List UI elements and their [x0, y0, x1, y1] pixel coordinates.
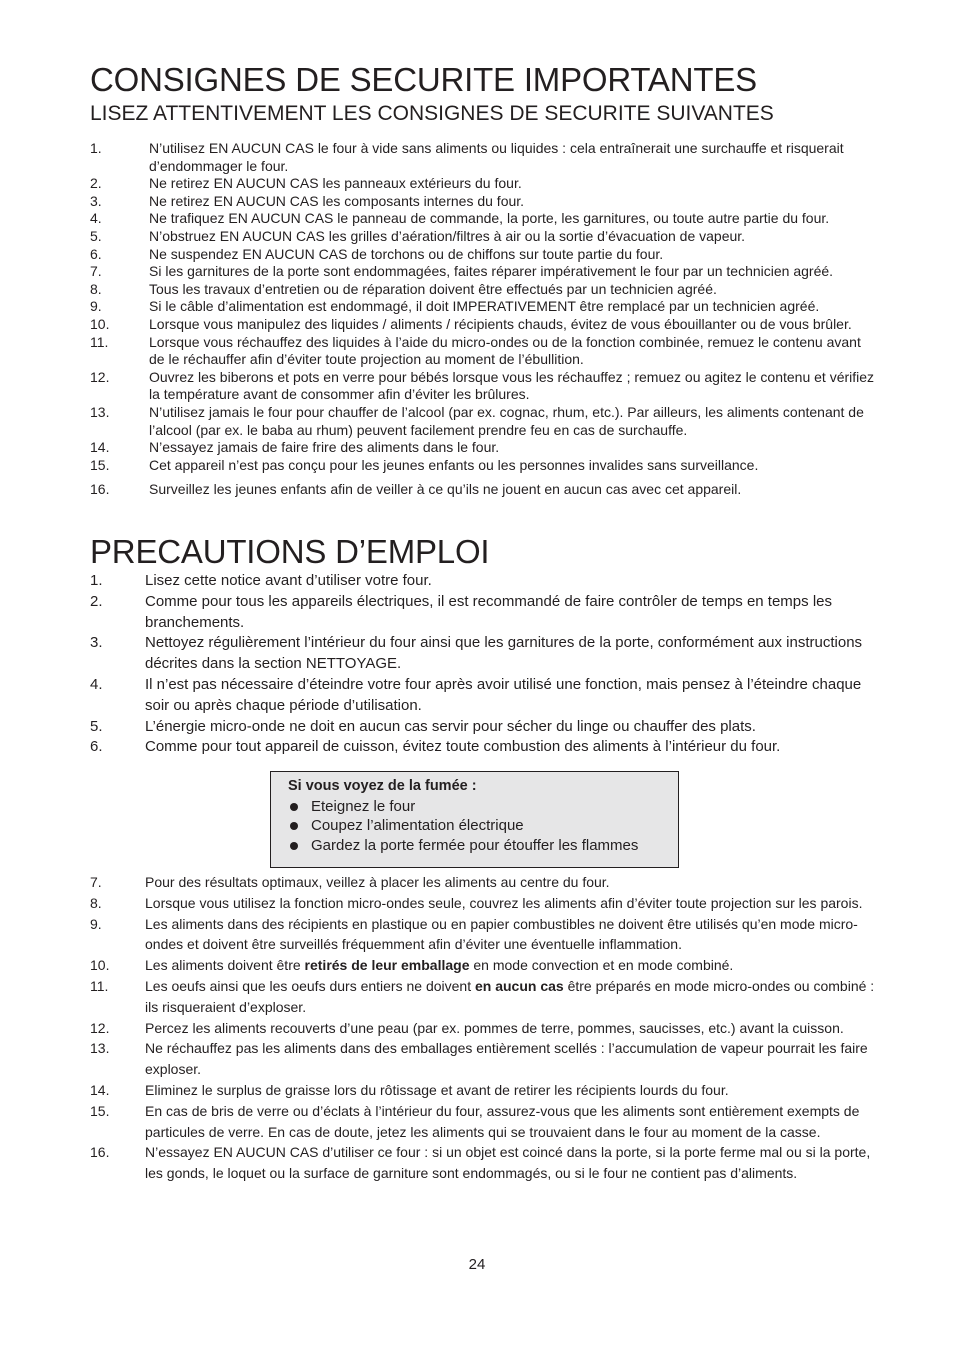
item-number: 8. [90, 894, 102, 911]
item-text-pre: Les oeufs ainsi que les oeufs durs entiers ne doivent [145, 977, 475, 994]
item-text: L’énergie micro-onde ne doit en aucun cas servir pour sécher du linge ou chauffer des plats. [145, 717, 756, 735]
item-number: 2. [90, 175, 102, 192]
item-text: Eliminez le surplus de graisse lors du rôtissage et avant de retirer les récipients lourds du four. [145, 1081, 729, 1098]
item-text: Ne retirez EN AUCUN CAS les composants internes du four. [149, 192, 525, 209]
list-item [90, 369, 880, 404]
list-item [90, 592, 885, 634]
list-item [90, 175, 880, 193]
section-subtitle-safety: LISEZ ATTENTIVEMENT LES CONSIGNES DE SECURITE SUIVANTES [90, 102, 774, 125]
list-item [90, 140, 880, 175]
item-text-bold: en aucun cas [474, 977, 564, 994]
item-number: 11. [90, 977, 109, 994]
list-item [90, 1038, 885, 1080]
list-item [90, 737, 885, 758]
item-number: 5. [90, 227, 102, 244]
item-number: 6. [90, 738, 103, 756]
list-item [90, 228, 880, 246]
list-item [90, 439, 880, 457]
item-text: Gardez la porte fermée pour étouffer les flammes [311, 836, 639, 854]
list-item [90, 246, 880, 264]
page-number: 24 [468, 1256, 486, 1273]
list-item [90, 1142, 885, 1184]
item-text: Comme pour tous les appareils électriques, il est recommandé de faire contrôler de temps en temps les branchements. [145, 592, 832, 631]
list-item [288, 797, 678, 817]
item-number: 13. [90, 1040, 110, 1057]
list-item [90, 481, 880, 499]
item-text: Lorsque vous utilisez la fonction micro-ondes seule, couvrez les aliments afin d’éviter toute projection sur les parois. [145, 894, 863, 911]
precautions-list-a [90, 571, 885, 758]
item-number: 7. [90, 263, 102, 280]
item-number: 14. [90, 1081, 110, 1098]
item-text: Ne retirez EN AUCUN CAS les panneaux extérieurs du four. [149, 175, 522, 192]
list-item [90, 976, 885, 1018]
bullet-icon [290, 803, 298, 811]
item-text: Surveillez les jeunes enfants afin de veiller à ce qu’ils ne jouent en aucun cas avec cet appareil. [149, 481, 742, 498]
precautions-list-b [90, 872, 885, 1184]
item-text: Lorsque vous réchauffez des liquides à l’aide du micro-ondes ou de la fonction combinée, remuez le contenu avant de le réchauffer afin d’éviter toute projection au moment de l’ébullition. [149, 333, 861, 368]
list-item [90, 955, 885, 976]
item-text: N’obstruez EN AUCUN CAS les grilles d’aération/filtres à air ou la sortie d’évacuation de vapeur. [149, 227, 746, 244]
smoke-warning-title: Si vous voyez de la fumée : [288, 778, 477, 794]
item-text: Les aliments dans des récipients en plastique ou en papier combustibles ne doivent être utilisés qu’en mode micro-ondes et doivent être surveillés fréquemment afin d’éviter une éventuelle inflammation. [145, 915, 858, 953]
list-item [90, 893, 885, 914]
section-title-precautions: PRECAUTIONS D’EMPLOI [90, 533, 490, 570]
smoke-warning-box [270, 771, 679, 868]
item-number: 16. [90, 1144, 110, 1161]
list-item [90, 717, 885, 738]
bullet-icon [290, 842, 298, 850]
list-item [90, 1101, 885, 1143]
list-item [90, 263, 880, 281]
item-number: 2. [90, 592, 103, 610]
item-number: 5. [90, 717, 103, 735]
list-item [90, 571, 885, 592]
list-item [90, 298, 880, 316]
item-text: Nettoyez régulièrement l’intérieur du four ainsi que les garnitures de la porte, conformément aux instructions décrites dans la section NETTOYAGE. [145, 634, 863, 673]
item-text: N’essayez EN AUCUN CAS d’utiliser ce four : si un objet est coincé dans la porte, si la porte ferme mal ou si la porte, les gonds, le loquet ou la surface de garniture sont endommagés, ou si le four ne contient pas d’aliments. [145, 1144, 871, 1182]
item-text: N’utilisez EN AUCUN CAS le four à vide sans aliments ou liquides : cela entraînerait une surchauffe et risquerait d’endommager le four. [149, 140, 844, 174]
item-number: 3. [90, 192, 102, 209]
bullet-icon [290, 822, 298, 830]
item-text: Si le câble d’alimentation est endommagé, il doit IMPERATIVEMENT être remplacé par un technicien agréé. [149, 298, 820, 315]
item-text-pre: Les aliments doivent être [145, 957, 305, 974]
item-text-post: en mode convection et en mode combiné. [469, 957, 734, 974]
item-text: Pour des résultats optimaux, veillez à placer les aliments au centre du four. [145, 874, 610, 890]
item-text: Coupez l’alimentation électrique [311, 817, 524, 834]
item-text: Tous les travaux d’entretien ou de réparation doivent être effectués par un technicien agréé. [149, 280, 717, 297]
list-item [90, 334, 880, 369]
safety-list [90, 140, 880, 499]
list-item [288, 816, 678, 836]
item-text: Ne réchauffez pas les aliments dans des emballages entièrement scellés : l’accumulation de vapeur pourrait les faire exploser. [145, 1040, 868, 1078]
list-item [90, 193, 880, 211]
item-number: 4. [90, 675, 103, 693]
item-number: 4. [90, 210, 102, 227]
item-text: Si les garnitures de la porte sont endommagées, faites réparer impérativement le four par un technicien agréé. [149, 263, 834, 280]
item-text: Ne suspendez EN AUCUN CAS de torchons ou de chiffons sur toute partie du four. [149, 245, 664, 262]
list-item [90, 914, 885, 956]
item-number: 13. [90, 403, 110, 420]
list-item [90, 281, 880, 299]
list-item [90, 210, 880, 228]
item-text: Eteignez le four [311, 797, 416, 815]
list-item [90, 1018, 885, 1039]
item-number: 15. [90, 1102, 110, 1119]
item-number: 9. [90, 915, 102, 932]
item-text: Cet appareil n’est pas conçu pour les jeunes enfants ou les personnes invalides sans surveillance. [149, 456, 759, 473]
item-number: 11. [90, 333, 109, 350]
item-number: 9. [90, 298, 102, 315]
item-text: Ouvrez les biberons et pots en verre pour bébés lorsque vous les réchauffez ; remuez ou agitez le contenu et vérifiez la température avant de consommer afin d’éviter les brûlures. [149, 368, 875, 403]
section-title-safety: CONSIGNES DE SECURITE IMPORTANTES [90, 61, 757, 98]
item-text: N’utilisez jamais le four pour chauffer de l’alcool (par ex. cognac, rhum, etc.). Par ailleurs, les aliments contenant de l’alcool (par ex. le baba au rhum) peuvent facilement prendre feu en cas de surchauffe. [149, 403, 864, 438]
item-number: 10. [90, 315, 110, 332]
item-number: 1. [90, 140, 102, 156]
item-text: Ne trafiquez EN AUCUN CAS le panneau de commande, la porte, les garnitures, ou toute autre partie du four. [149, 210, 830, 227]
list-item [90, 675, 885, 717]
item-number: 6. [90, 245, 102, 262]
list-item [90, 316, 880, 334]
item-number: 7. [90, 874, 102, 890]
item-text: Comme pour tout appareil de cuisson, évitez toute combustion des aliments à l’intérieur du four. [145, 738, 781, 756]
list-item [90, 457, 880, 475]
item-number: 16. [90, 481, 110, 498]
item-text: Percez les aliments recouverts d’une peau (par ex. pommes de terre, pommes, saucisses, etc.) avant la cuisson. [145, 1019, 844, 1036]
item-text: En cas de bris de verre ou d’éclats à l’intérieur du four, assurez-vous que les aliments sont entièrement exempts de particules de verre. En cas de doute, jetez les aliments qui se trouvaient dans le four au moment de la casse. [145, 1102, 860, 1140]
item-text: Lorsque vous manipulez des liquides / aliments / récipients chauds, évitez de vous ébouillanter ou de vous brûler. [149, 315, 852, 332]
item-text-bold: retirés de leur emballage [304, 957, 470, 974]
list-item [90, 872, 885, 893]
list-item [288, 836, 678, 856]
item-number: 3. [90, 634, 103, 652]
list-item [90, 1080, 885, 1101]
item-text-post: être préparés en mode micro-ondes ou combiné : ils risqueraient d’exploser. [145, 977, 875, 1015]
item-number: 12. [90, 368, 110, 385]
item-text: Il n’est pas nécessaire d’éteindre votre four après avoir utilisé une fonction, mais pensez à l’éteindre chaque soir ou après chaque période d’utilisation. [145, 675, 862, 714]
item-text: Lisez cette notice avant d’utiliser votre four. [145, 572, 432, 589]
item-number: 8. [90, 280, 102, 297]
item-text: N’essayez jamais de faire frire des aliments dans le four. [149, 439, 500, 456]
item-number: 15. [90, 456, 110, 473]
item-number: 14. [90, 439, 110, 456]
list-item [90, 404, 880, 439]
list-item [90, 633, 885, 675]
smoke-warning-list [288, 797, 678, 856]
item-number: 1. [90, 572, 103, 589]
item-number: 10. [90, 957, 110, 974]
item-number: 12. [90, 1019, 110, 1036]
